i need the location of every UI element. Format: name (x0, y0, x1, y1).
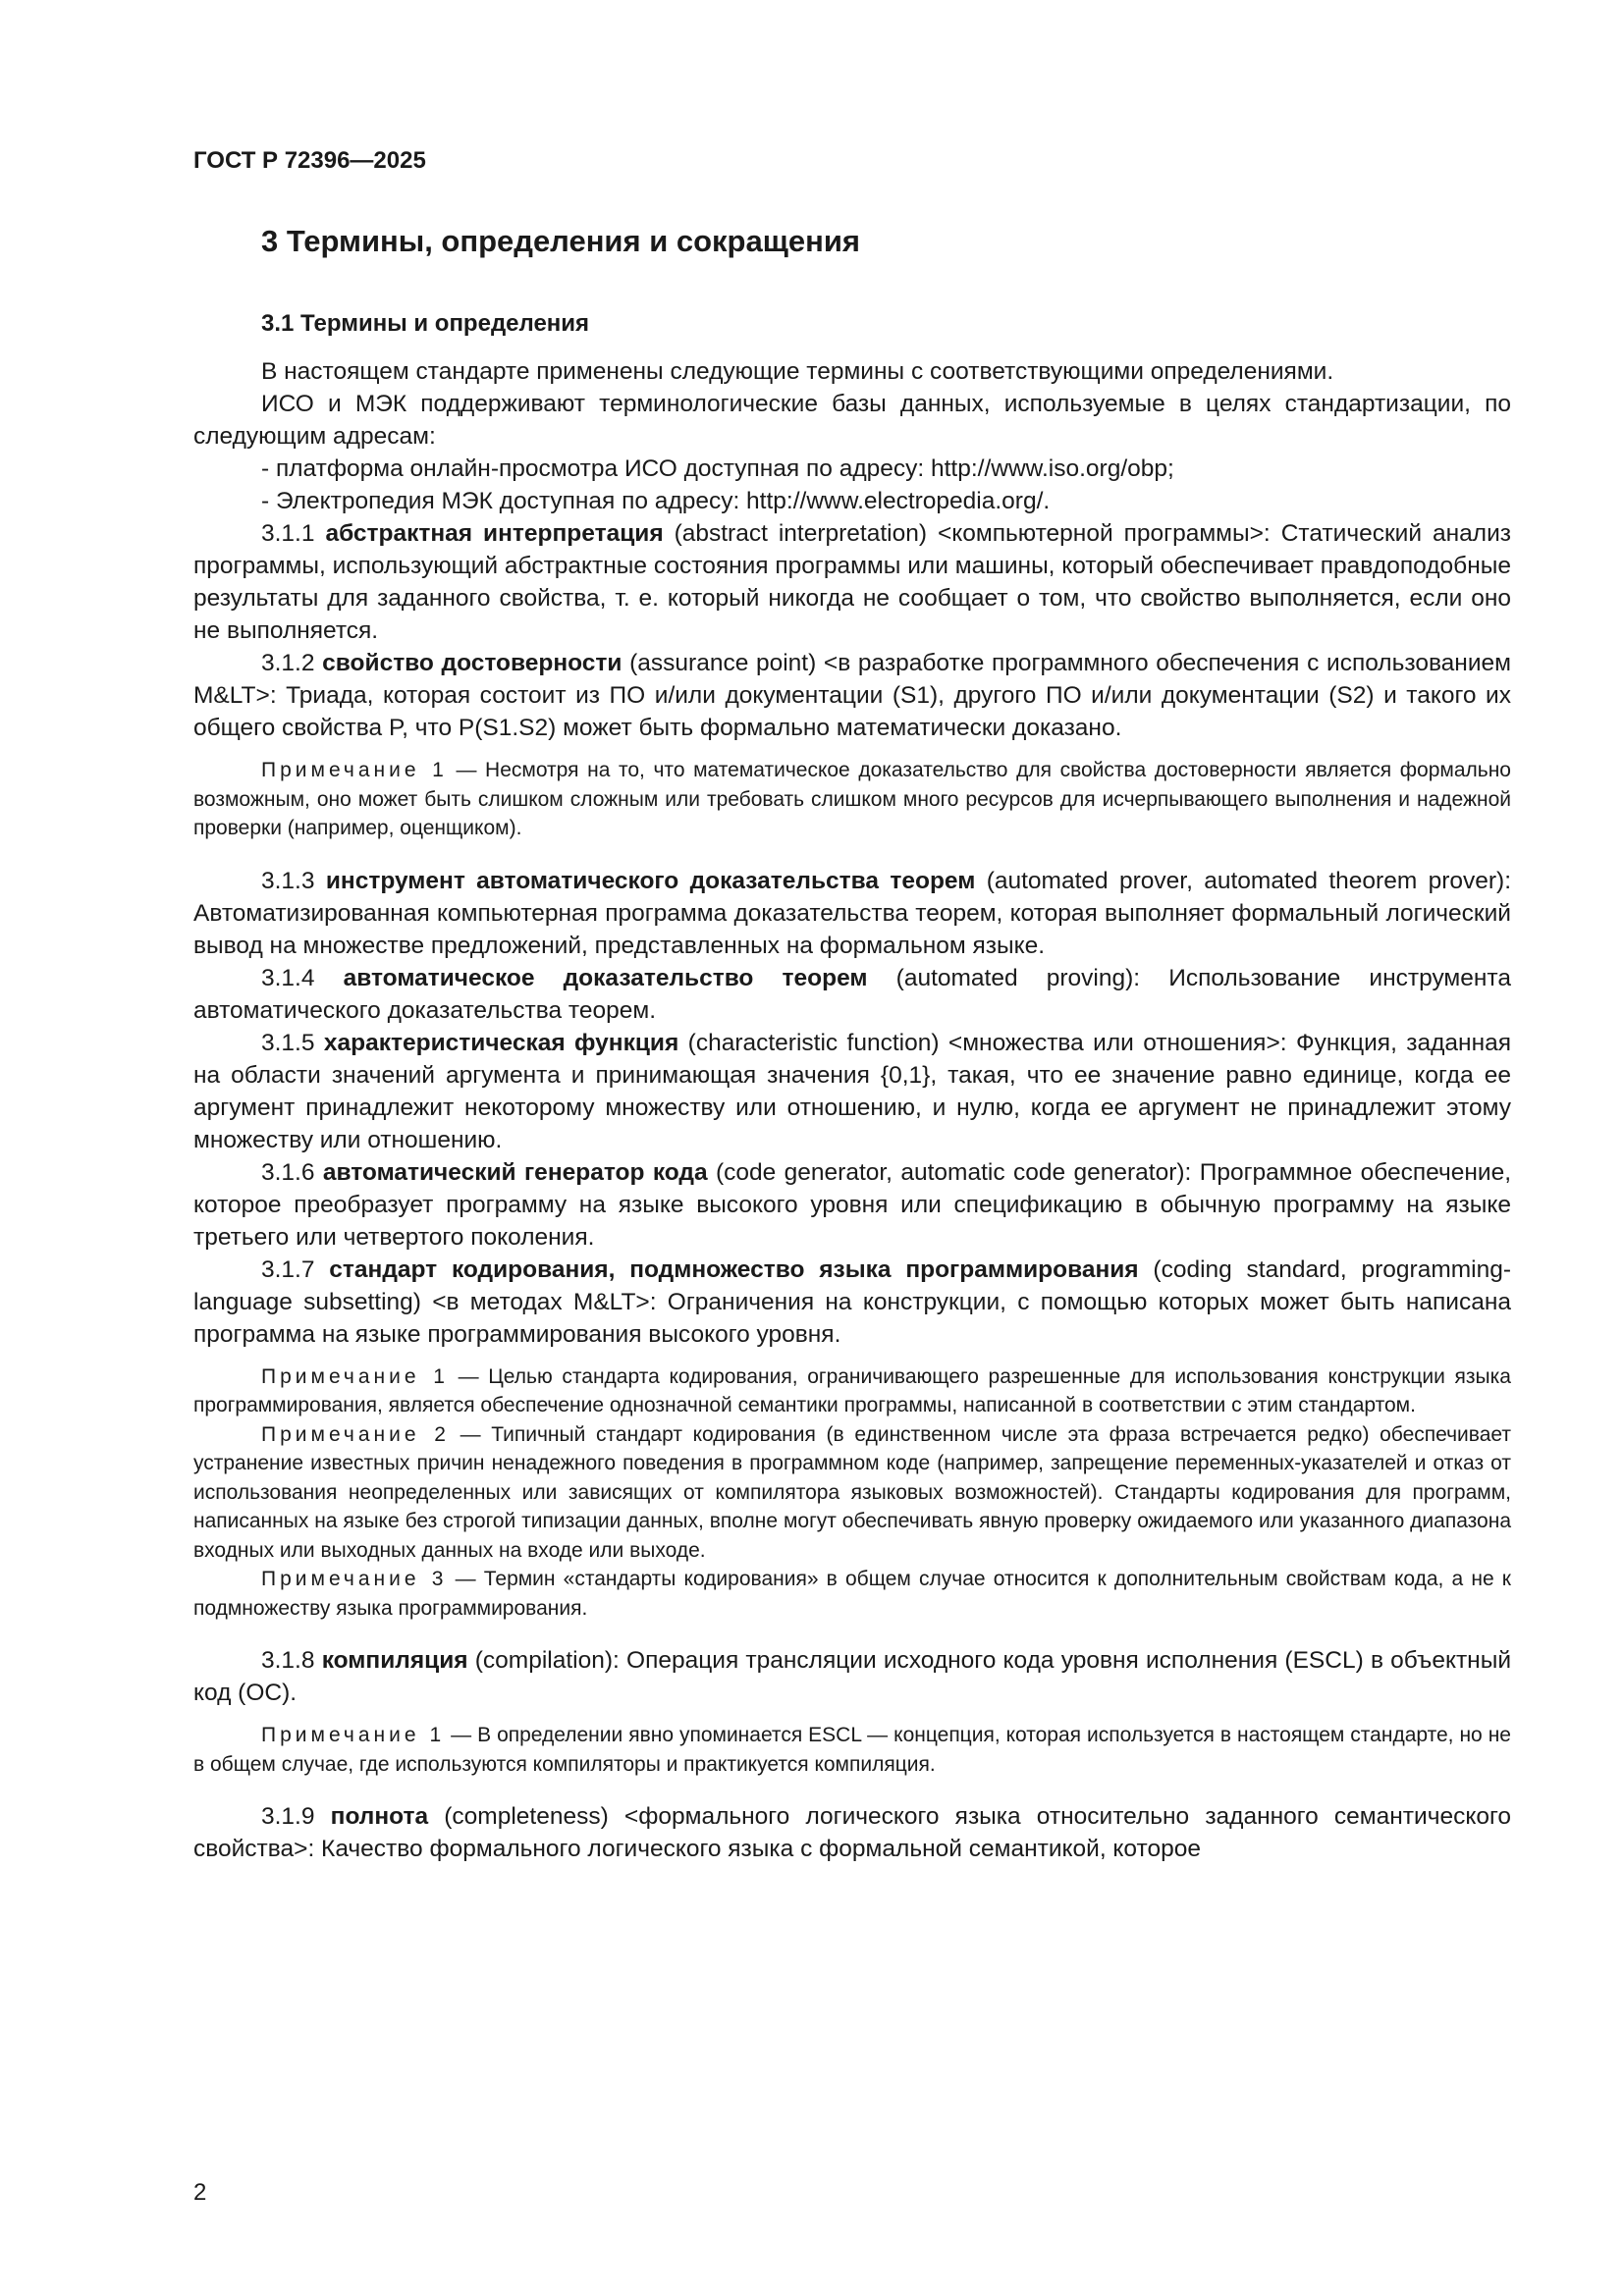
note-label: Примечание 1 (261, 1724, 446, 1746)
term-definition: (automated prover, automated theorem prover): Автоматизированная компьютерная программа доказательства теорем, которая выполняет формальный логический вывод на множестве предложений, представленных на формальном языке. (193, 867, 1512, 959)
note-label: Примечание 3 (261, 1568, 448, 1590)
term-name: автоматическое доказательство теорем (343, 964, 868, 991)
term-number: 3.1.3 (261, 867, 315, 894)
term-name: автоматический генератор кода (322, 1158, 708, 1186)
term-definition: (completeness) <формального логического языка относительно заданного семантического свойства>: Качество формального логического языка с формальной семантикой, которое (193, 1803, 1512, 1862)
term-3-1-8 (193, 1644, 1511, 1709)
term-definition: (coding standard, programming-language subsetting) <в методах M&LT>: Ограничения на конструкции, с помощью которых может быть написана программа на языке программирования высокого уровня. (193, 1255, 1511, 1348)
document-body (193, 355, 1511, 1865)
note-text: — Термин «стандарты кодирования» в общем случае относится к дополнительным свойствам кода, а не к подмножеству языка программирования. (193, 1568, 1511, 1620)
page-number: 2 (193, 2179, 207, 2206)
intro-paragraph: ИСО и МЭК поддерживают терминологические базы данных, используемые в целях стандартизации, по следующим адресам: (193, 391, 1511, 450)
note-label: Примечание 1 (261, 1364, 449, 1388)
term-name: характеристическая функция (323, 1029, 679, 1056)
intro-list-item: - платформа онлайн-просмотра ИСО доступная по адресу: http://www.iso.org/obp; (261, 455, 1174, 482)
term-3-1-4 (193, 962, 1511, 1027)
subsection-title: 3.1 Термины и определения (261, 310, 590, 337)
term-3-1-6 (193, 1156, 1511, 1254)
note (193, 1420, 1511, 1566)
term-3-1-7 (193, 1254, 1511, 1351)
term-number: 3.1.5 (261, 1029, 315, 1056)
note (193, 1362, 1511, 1420)
note (193, 756, 1511, 843)
note-text: — Несмотря на то, что математическое доказательство для свойства достоверности является формально возможным, оно может быть слишком сложным или требовать слишком много ресурсов для исчерпывающего выполнения и надежной проверки (например, оценщиком). (193, 759, 1511, 839)
term-definition: (assurance point) <в разработке программного обеспечения с использованием M&LT>: Триада, которая состоит из ПО и/или документации (S1), другого ПО и/или документации (S2) и такого их общего свойства P, что P(S1.S2) может быть формально математически доказано. (193, 650, 1511, 741)
term-definition: (automated proving): Использование инструмента автоматического доказательства теорем. (193, 964, 1511, 1024)
term-name: компиляция (321, 1647, 468, 1674)
note-label: Примечание 1 (261, 759, 448, 781)
term-name: стандарт кодирования, подмножество языка программирования (329, 1255, 1139, 1283)
term-name: инструмент автоматического доказательства теорем (325, 867, 976, 894)
term-name: свойство достоверности (322, 650, 623, 676)
term-3-1-1 (193, 517, 1511, 647)
term-number: 3.1.2 (261, 650, 315, 676)
term-number: 3.1.6 (261, 1158, 315, 1186)
term-definition: (characteristic function) <множества или отношения>: Функция, заданная на области значений аргумента и принимающая значения {0,1}, такая, что ее значение равно единице, когда ее аргумент принадлежит некоторому множеству или отношению, и нулю, когда ее аргумент не принадлежит этому множеству или отношению. (193, 1029, 1511, 1153)
term-3-1-9 (193, 1800, 1511, 1865)
term-number: 3.1.4 (261, 964, 315, 991)
note-text: — Целью стандарта кодирования, ограничивающего разрешенные для использования конструкции языка программирования, является обеспечение однозначной семантики программы, написанной в соответствии с этим стандартом. (193, 1364, 1511, 1416)
term-definition: (abstract interpretation) <компьютерной программы>: Статический анализ программы, использующий абстрактные состояния программы или машины, который обеспечивает правдоподобные результаты для заданного свойства, т. е. который никогда не сообщает о том, что свойство выполняется, если оно не выполняется. (193, 520, 1512, 644)
term-number: 3.1.9 (261, 1803, 315, 1830)
intro-list-item: - Электропедия МЭК доступная по адресу: http://www.electropedia.org/. (261, 488, 1051, 514)
document-code: ГОСТ Р 72396—2025 (193, 147, 426, 174)
section-title: 3 Термины, определения и сокращения (261, 224, 860, 258)
note (193, 1565, 1511, 1623)
note-text: — Типичный стандарт кодирования (в единственном числе эта фраза встречается редко) обеспечивает устранение известных причин ненадежного поведения в программном коде (например, запрещение переменных-указателей и отказ от использования неопределенных или зависящих от компилятора языковых возможностей). Стандарты кодирования для программ, написанных на языке без строгой типизации данных, вполне могут обеспечивать явную проверку ожидаемого или указанного диапазона входных или выходных данных на входе или выходе. (193, 1422, 1511, 1562)
term-3-1-2 (193, 647, 1511, 744)
term-number: 3.1.1 (261, 520, 315, 547)
term-definition: (code generator, automatic code generator): Программное обеспечение, которое преобразует программу на языке высокого уровня или спецификацию в обычную программу на языке третьего или четвертого поколения. (193, 1158, 1512, 1251)
term-definition: (compilation): Операция трансляции исходного кода уровня исполнения (ESCL) в объектный код (OC). (193, 1647, 1511, 1706)
term-3-1-3 (193, 865, 1511, 962)
term-3-1-5 (193, 1027, 1511, 1156)
note-label: Примечание 2 (261, 1422, 450, 1446)
term-name: полнота (330, 1803, 429, 1830)
intro-paragraph: В настоящем стандарте применены следующие термины с соответствующими определениями. (261, 358, 1334, 385)
term-number: 3.1.8 (261, 1647, 315, 1674)
note (193, 1721, 1511, 1779)
note-text: — В определении явно упоминается ESCL — концепция, которая используется в настоящем стандарте, но не в общем случае, где используются компиляторы и практикуется компиляция. (193, 1724, 1511, 1776)
term-number: 3.1.7 (261, 1255, 315, 1283)
term-name: абстрактная интерпретация (325, 520, 664, 547)
